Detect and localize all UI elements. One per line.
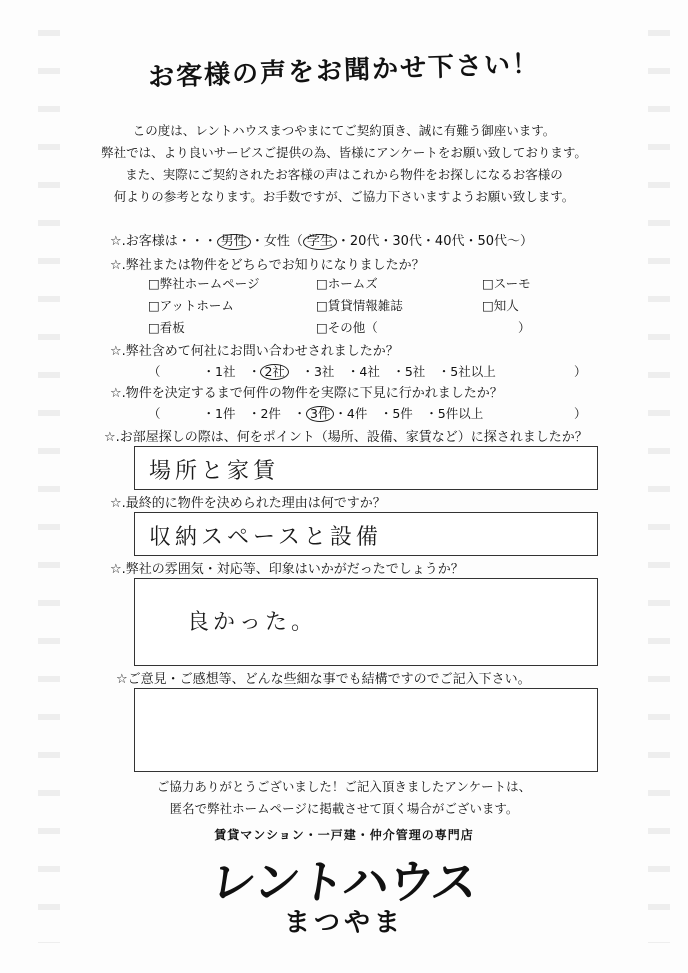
option-athome[interactable]: □アットホーム [148, 298, 234, 313]
intro-line: 弊社では、より良いサービスご提供の為、皆様にアンケートをお願い致しております。 [101, 145, 587, 160]
circled-2-companies[interactable]: 2社 [260, 364, 288, 380]
circled-male[interactable]: 男性 [217, 234, 251, 250]
handwritten-answer-impression: 良かった。 [187, 610, 318, 635]
answer-box-decision-reason[interactable] [134, 512, 598, 556]
option-signboard[interactable]: □看板 [148, 320, 185, 335]
option-other-close: ） [518, 320, 531, 335]
question-search-points: ☆.お部屋探しの際は、何をポイント（場所、設備、家賃など）に探されましたか？ [104, 430, 588, 445]
question-impression: ☆.弊社の雰囲気・対応等、印象はいかがだったでしょうか？ [110, 562, 464, 577]
circled-student[interactable]: 学生 [303, 234, 337, 250]
question-viewings: ☆.物件を決定するまで何件の物件を実際に下見に行かれましたか？ [110, 386, 503, 401]
question-customer-type: ☆.お客様は・・・ 男性 ・女性（ 学生 ・20代・30代・40代・50代～） [110, 234, 534, 249]
inquiries-options: （ ・1社 ・ 2社 ・3社 ・4社 ・5社 ・5社以上 [148, 364, 496, 379]
option-suumo[interactable]: □スーモ [482, 276, 531, 291]
company-logo-subtitle: まつやま [283, 908, 404, 938]
handwritten-answer-search-points: 場所と家賃 [149, 459, 280, 484]
question-decision-reason: ☆.最終的に物件を決められた理由は何ですか？ [110, 496, 386, 511]
answer-box-comments[interactable] [134, 688, 598, 772]
option-acquaintance[interactable]: □知人 [482, 298, 519, 313]
answer-box-impression[interactable] [134, 578, 598, 666]
viewings-close: ） [574, 406, 587, 421]
question-comments: ☆ご意見・ご感想等、どんな些細な事でも結構ですのでご記入下さい。 [116, 672, 531, 687]
option-company-homepage[interactable]: □弊社ホームページ [148, 276, 260, 291]
question-source: ☆.弊社または物件をどちらでお知りになりましたか？ [110, 258, 425, 273]
option-other[interactable]: □その他（ [316, 320, 378, 335]
page-title: お客様の声をお聞かせ下さい！ [147, 49, 541, 93]
option-rental-magazine[interactable]: □賃貸情報雑誌 [316, 298, 403, 313]
intro-line: 何よりの参考となります。お手数ですが、ご協力下さいますようお願い致します。 [113, 189, 575, 204]
option-homes[interactable]: □ホームズ [316, 276, 378, 291]
closing-line: 匿名で弊社ホームページに掲載させて頂く場合がございます。 [169, 801, 519, 816]
viewings-options: （ ・1件 ・2件 ・ 3件 ・4件 ・5件 ・5件以上 [148, 406, 484, 421]
closing-text [0, 776, 688, 820]
handwritten-answer-decision-reason: 収納スペースと設備 [149, 525, 382, 550]
answer-box-search-points[interactable] [134, 446, 598, 490]
intro-text [0, 120, 688, 208]
question-inquiries: ☆.弊社含めて何社にお問い合わせされましたか？ [110, 344, 399, 359]
company-logo: レントハウス [206, 855, 481, 909]
circled-3-properties[interactable]: 3件 [306, 406, 334, 422]
shop-tagline: 賃貸マンション・一戸建・仲介管理の専門店 [214, 828, 474, 842]
inquiries-close: ） [574, 364, 587, 379]
intro-line: また、実際にご契約されたお客様の声はこれから物件をお探しになるお客様の [125, 167, 563, 182]
intro-line: この度は、レントハウスまつやまにてご契約頂き、誠に有難う御座います。 [132, 123, 556, 138]
closing-line: ご協力ありがとうございました！ご記入頂きましたアンケートは、 [156, 779, 532, 794]
